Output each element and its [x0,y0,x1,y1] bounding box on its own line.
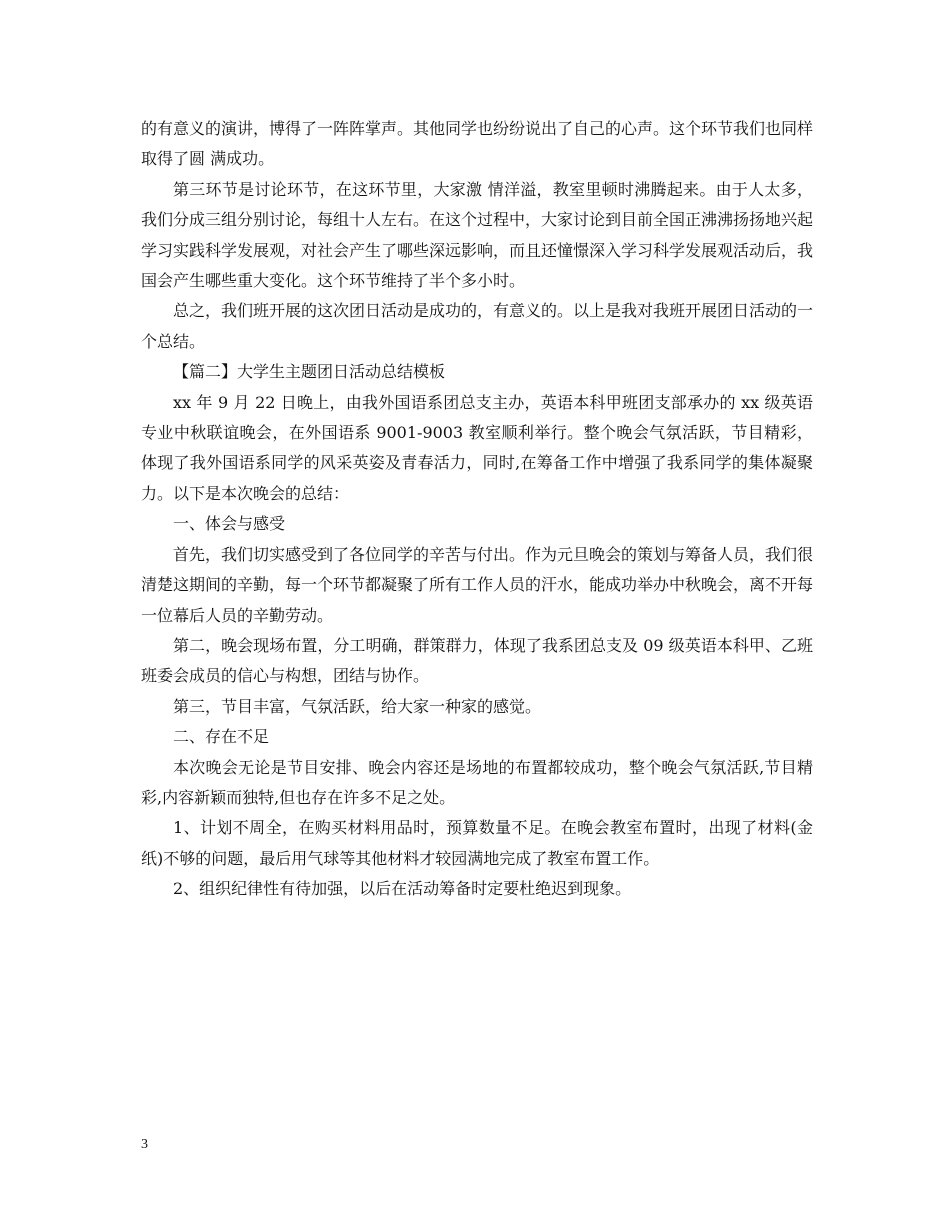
paragraph: 第三，节目丰富，气氛活跃，给大家一种家的感觉。 [173,696,542,716]
paragraph: 1、计划不周全，在购买材料用品时，预算数量不足。在晚会教室布置时，出现了材料(金纸)不够的问题，最后用气球等其他材料才较园满地完成了教室布置工作。 [141,818,813,868]
paragraph: 2、组织纪律性有待加强，以后在活动筹备时定要杜绝迟到现象。 [173,879,632,899]
page-number: 3 [141,1137,148,1152]
paragraph: 首先，我们切实感受到了各位同学的辛苦与付出。作为元旦晚会的策划与筹备人员，我们很清楚这期间的辛勤，每一个环节都凝聚了所有工作人员的汗水，能成功举办中秋晚会，离不开每一位幕后人员的辛勤劳动。 [141,544,814,625]
paragraph: 的有意义的演讲，博得了一阵阵掌声。其他同学也纷纷说出了自己的心声。这个环节我们也同样取得了圆 满成功。 [141,119,814,169]
subsection-heading: 二、存在不足 [173,727,270,747]
section-heading: 【篇二】大学生主题团日活动总结模板 [173,362,446,382]
subsection-heading: 一、体会与感受 [173,514,286,534]
document-body [141,114,813,905]
paragraph: 第二，晚会现场布置，分工明确，群策群力，体现了我系团总支及 09 级英语本科甲、乙班班委会成员的信心与构想，团结与协作。 [141,635,813,686]
paragraph: 本次晚会无论是节目安排、晚会内容还是场地的布置都较成功，整个晚会气氛活跃,节目精彩,内容新颖而独特,但也存在许多不足之处。 [141,757,813,807]
paragraph: 总之，我们班开展的这次团日活动是成功的，有意义的。以上是我对我班开展团日活动的一个总结。 [141,301,814,351]
paragraph: xx 年 9 月 22 日晚上，由我外国语系团总支主办，英语本科甲班团支部承办的 xx 级英语专业中秋联谊晚会，在外国语系 9001-9003 教室顺利举行。整个晚会气氛活跃，节目精彩，体现了我外国语系同学的风采英姿及青春活力，同时,在筹备工作中增强了我系同学的集体凝聚力。以下是本次晚会的总结： [141,392,813,503]
paragraph: 第三环节是讨论环节，在这环节里，大家激 情洋溢，教室里顿时沸腾起来。由于人太多，我们分成三组分别讨论，每组十人左右。在这个过程中，大家讨论到目前全国正沸沸扬扬地兴起学习实践科学发展观，对社会产生了哪些深远影响，而且还憧憬深入学习科学发展观活动后，我国会产生哪些重大变化。这个环节维持了半个多小时。 [141,179,814,291]
